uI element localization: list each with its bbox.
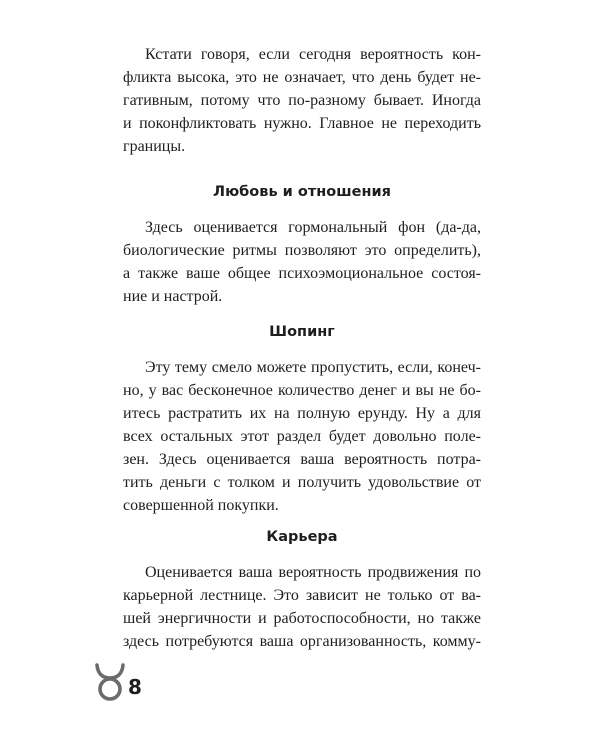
- text-line: шей энергичности и работоспособности, но также: [123, 610, 481, 627]
- section-heading-shopping: Шопинг: [269, 324, 335, 340]
- love-paragraph: [123, 216, 481, 308]
- text-line: всех остальных этот раздел будет довольно поле-: [123, 428, 481, 445]
- text-line: гативным, потому что по-разному бывает. Иногда: [123, 92, 481, 109]
- text-line: а также ваше общее психоэмоциональное состоя-: [123, 265, 481, 282]
- intro-paragraph: [123, 43, 481, 158]
- text-line: Кстати говоря, если сегодня вероятность кон-: [145, 46, 481, 63]
- text-line: совершенной покупки.: [123, 497, 279, 514]
- taurus-icon: [93, 661, 127, 703]
- text-line: и поконфликтовать нужно. Главное не переходить: [123, 115, 481, 132]
- section-heading-love: Любовь и отношения: [213, 184, 391, 200]
- text-line: Оценивается ваша вероятность продвижения по: [145, 564, 481, 581]
- text-line: тить деньги с толком и получить удовольствие от: [123, 474, 481, 491]
- text-line: здесь потребуются ваша организованность, комму-: [123, 633, 481, 650]
- text-line: биологические ритмы позволяют это определить),: [123, 242, 481, 259]
- text-line: ние и настрой.: [123, 288, 223, 305]
- page-number: 8: [128, 675, 142, 699]
- page-footer: [93, 660, 142, 704]
- text-line: карьерной лестнице. Это зависит не только от ва-: [123, 587, 481, 604]
- text-line: но, у вас бесконечное количество денег и вы не бо-: [123, 382, 481, 399]
- text-line: зен. Здесь оценивается ваша вероятность потра-: [123, 451, 481, 468]
- career-paragraph: [123, 561, 481, 653]
- shopping-paragraph: [123, 356, 481, 517]
- text-line: фликта высока, это не означает, что день будет не-: [123, 69, 481, 86]
- text-line: Эту тему смело можете пропустить, если, конеч-: [145, 359, 481, 376]
- section-heading-career: Карьера: [266, 529, 338, 545]
- text-line: итесь растратить их на полную ерунду. Ну а для: [123, 405, 481, 422]
- text-line: Здесь оценивается гормональный фон (да-да,: [145, 219, 481, 236]
- text-line: границы.: [123, 138, 186, 155]
